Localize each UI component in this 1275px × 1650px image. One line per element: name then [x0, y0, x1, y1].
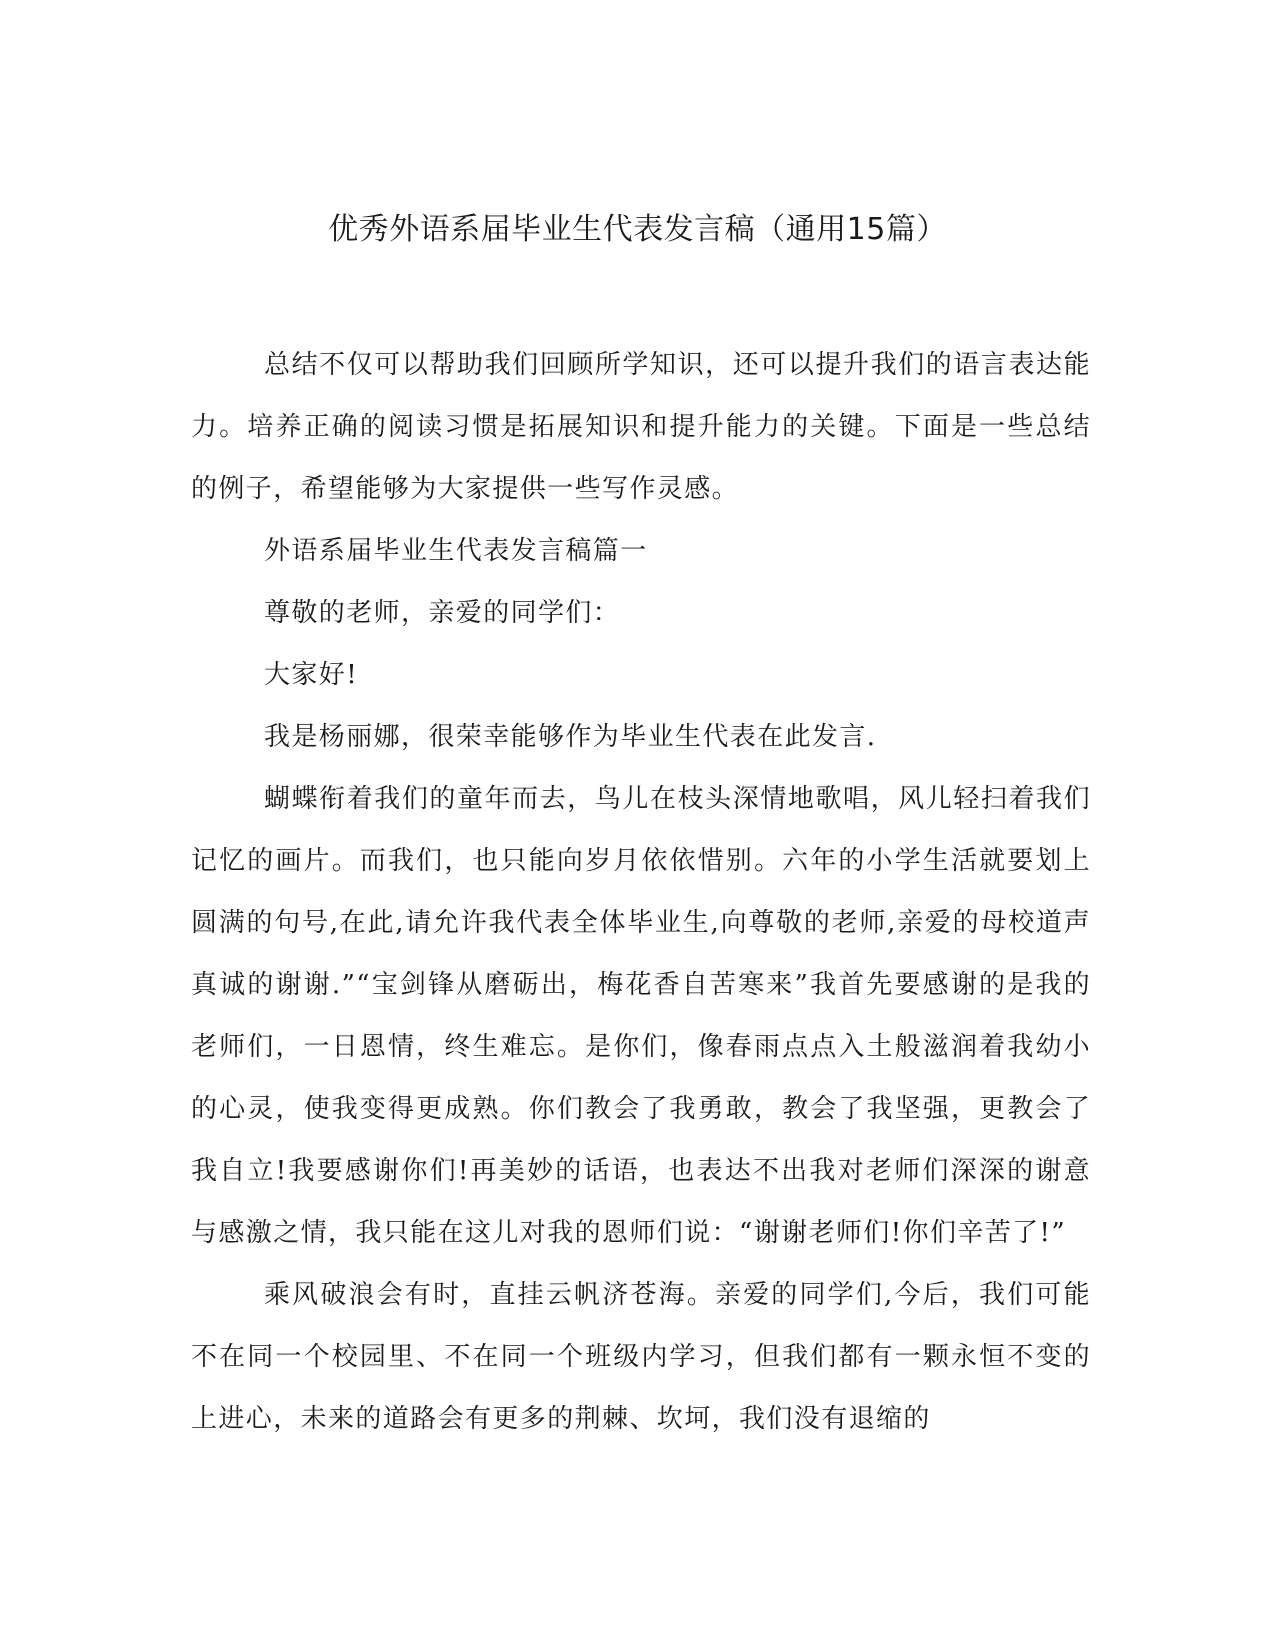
salutation: 尊敬的老师，亲爱的同学们： [264, 598, 621, 628]
greeting: 大家好! [264, 660, 359, 690]
paragraph-self-intro: 我是杨丽娜，很荣幸能够作为毕业生代表在此发言. [264, 722, 877, 752]
document-title: 优秀外语系届毕业生代表发言稿（通用15篇） [328, 212, 947, 247]
section-heading: 外语系届毕业生代表发言稿篇一 [264, 536, 648, 566]
paragraph-future: 乘风破浪会有时，直挂云帆济苍海。亲爱的同学们,今后，我们可能不在同一个校园里、不在同一个班级内学习，但我们都有一颗永恒不变的上进心，未来的道路会有更多的荆棘、坎坷，我们没有退缩的 [191, 1280, 1091, 1434]
paragraph-intro: 总结不仅可以帮助我们回顾所学知识，还可以提升我们的语言表达能力。培养正确的阅读习惯是拓展知识和提升能力的关键。下面是一些总结的例子，希望能够为大家提供一些写作灵感。 [191, 350, 1091, 504]
paragraph-thanks: 蝴蝶衔着我们的童年而去，鸟儿在枝头深情地歌唱，风儿轻扫着我们记忆的画片。而我们，也只能向岁月依依惜别。六年的小学生活就要划上圆满的句号,在此,请允许我代表全体毕业生,向尊敬的老师,亲爱的母校道声真诚的谢谢.”“宝剑锋从磨砺出，梅花香自苦寒来”我首先要感谢的是我的老师们，一日恩情，终生难忘。是你们，像春雨点点入土般滋润着我幼小的心灵，使我变得更成熟。你们教会了我勇敢，教会了我坚强，更教会了我自立!我要感谢你们!再美妙的话语，也表达不出我对老师们深深的谢意与感激之情，我只能在这儿对我的恩师们说：“谢谢老师们!你们辛苦了!” [191, 784, 1091, 1248]
document-body [191, 334, 1091, 1450]
